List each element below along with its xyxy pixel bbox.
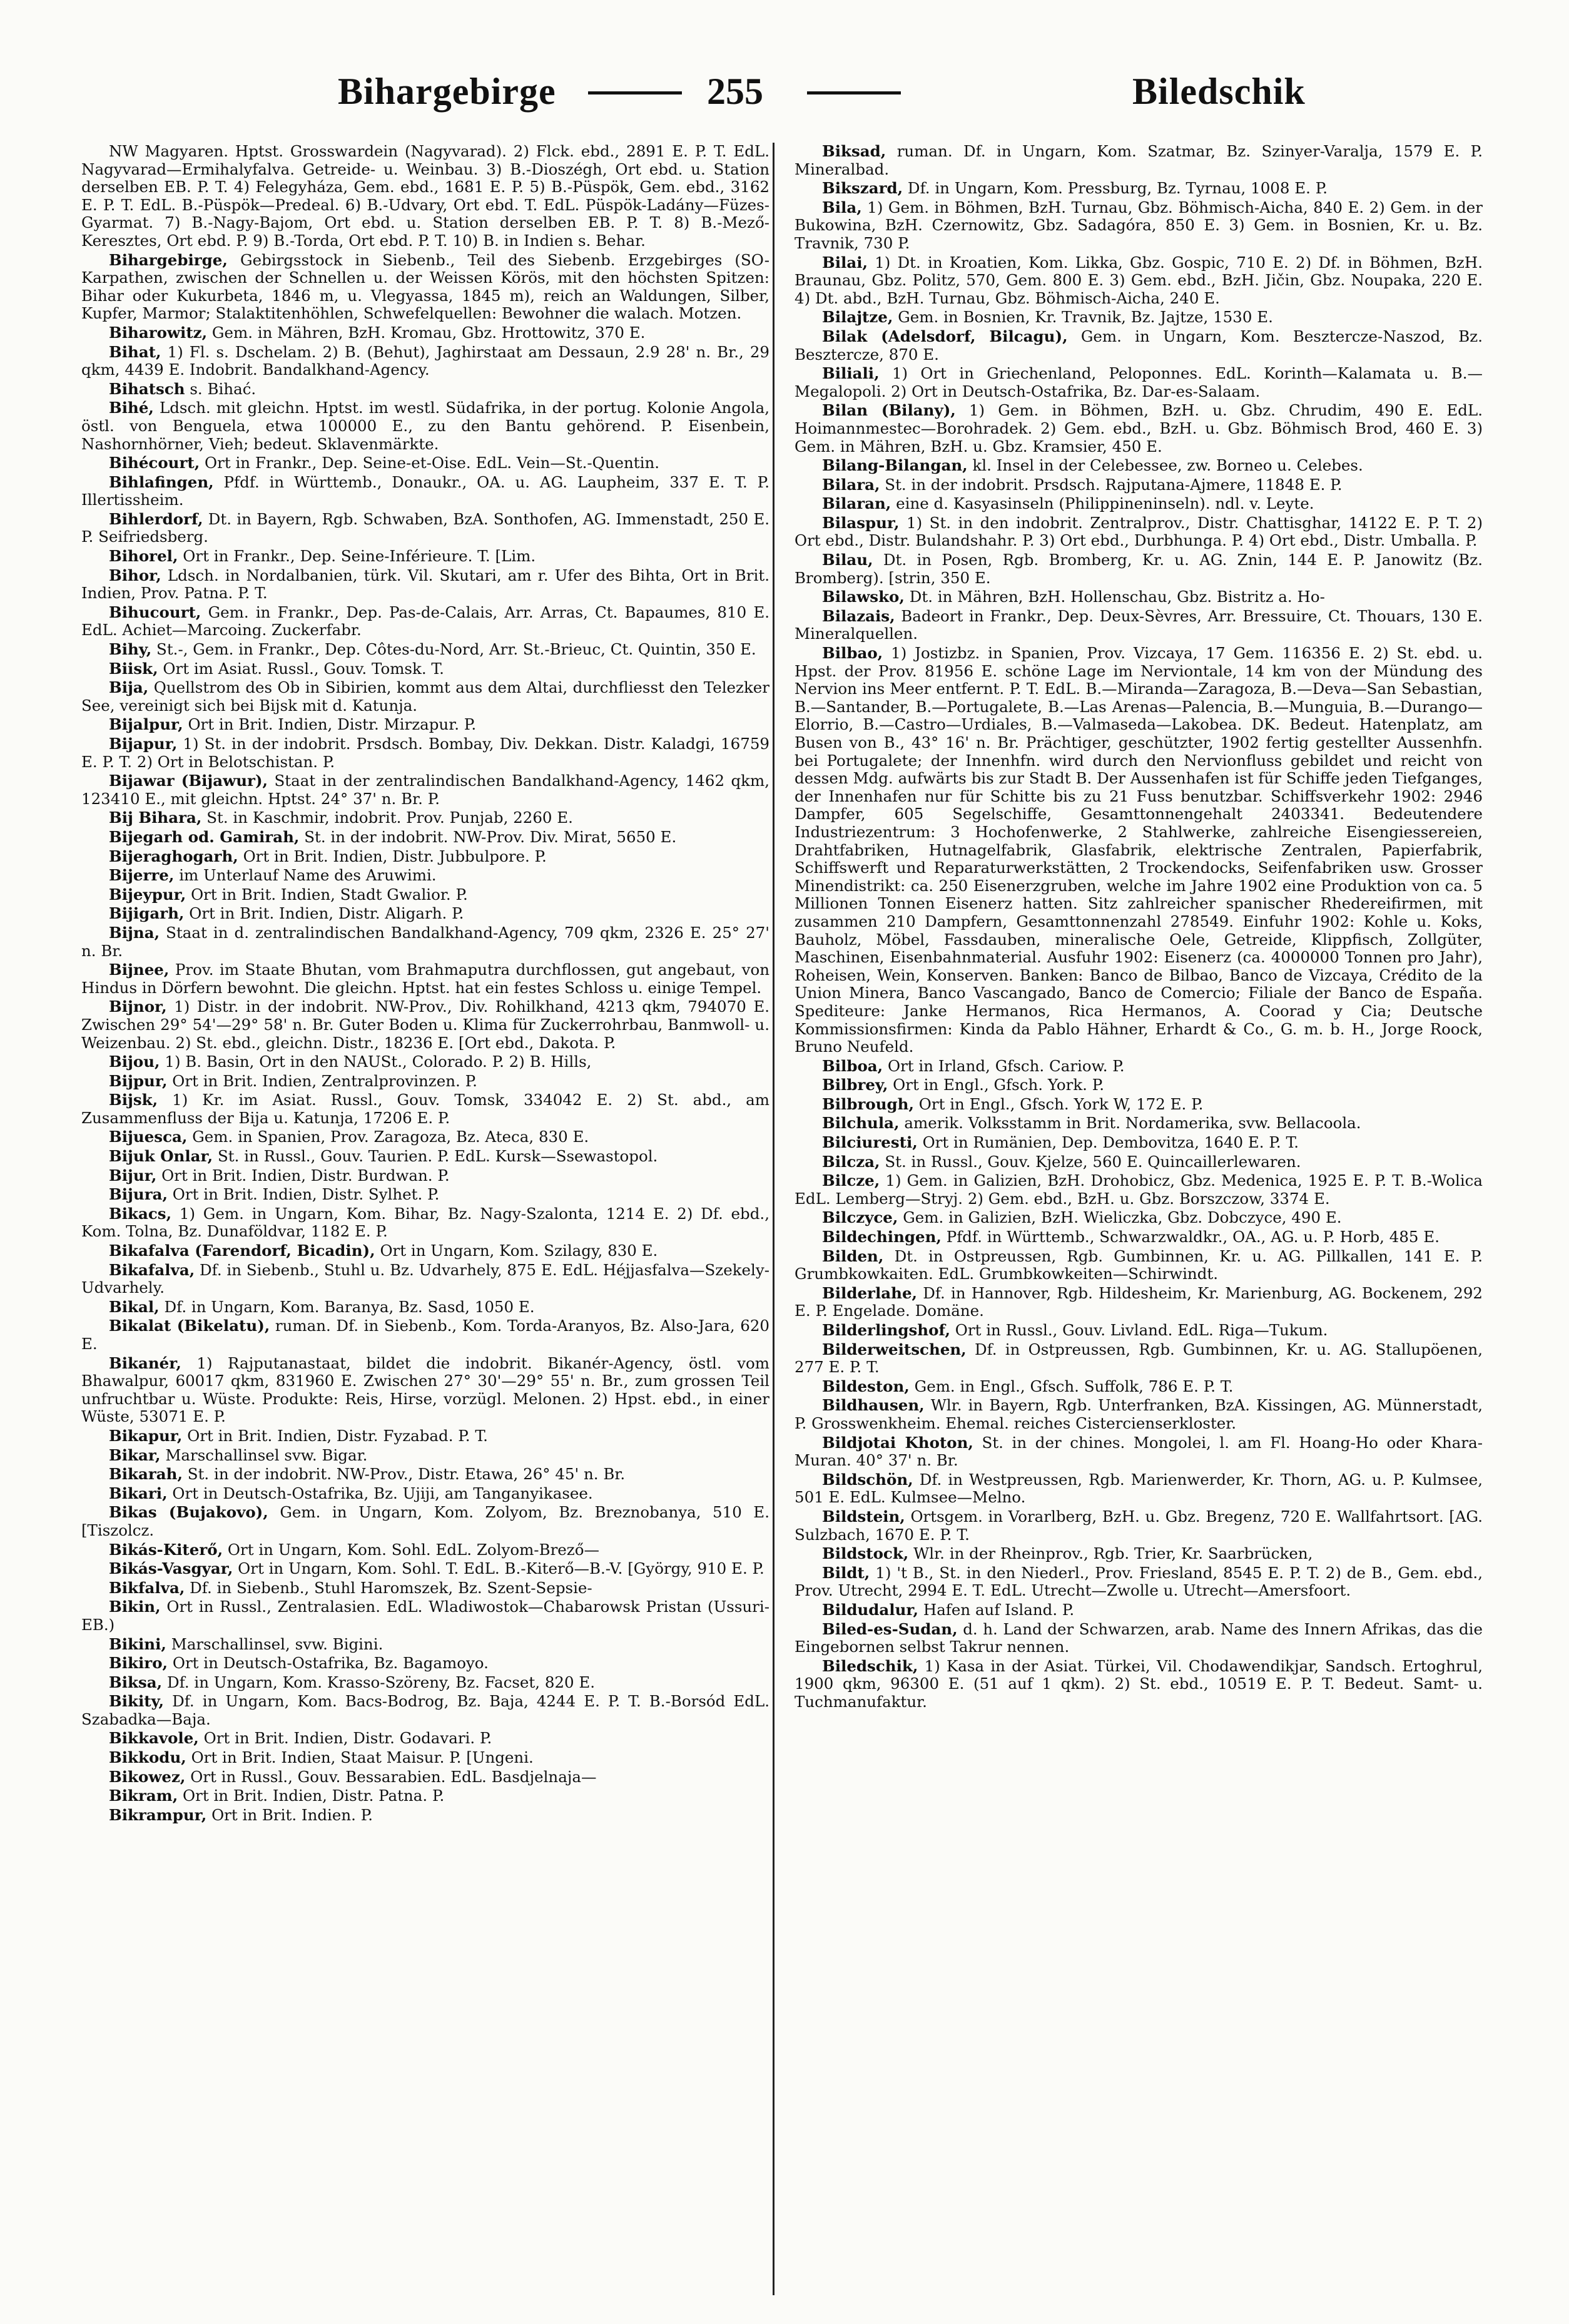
entry-definition: Ldsch. mit gleichn. Hptst. im westl. Südafrika, in der portug. Kolonie Angola, östl. von Benguela, etwa 100000 E., zu den Bantu gehörend. P. Eisenbein, Nashornhörner, Vieh; bedeut. Sklavenmärkte.: [81, 399, 769, 453]
entry-definition: Ort in Brit. Indien, Stadt Gwalior. P.: [186, 885, 468, 904]
entry-headword: Bikacs,: [109, 1204, 172, 1223]
entry-definition: Df. in Hannover, Rgb. Hildesheim, Kr. Marienburg, AG. Bockenem, 292 E. P. Engelade. Domäne.: [795, 1283, 1483, 1320]
entry-headword: Bikalat (Bikelatu),: [109, 1317, 270, 1335]
entry-headword: Bikram,: [109, 1786, 178, 1805]
dictionary-entry: [81, 1167, 769, 1185]
entry-headword: Bijou,: [109, 1052, 160, 1071]
dictionary-entry: [795, 588, 1483, 606]
entry-definition: Badeort in Frankr., Dep. Deux-Sèvres, Arr. Bressuire, Ct. Thouars, 130 E. Mineralquellen.: [795, 606, 1483, 643]
dictionary-entry: [795, 645, 1483, 1056]
entry-headword: Bijerre,: [109, 866, 175, 885]
entry-headword: Bijapur,: [109, 735, 178, 753]
entry-headword: Bikowez,: [109, 1767, 186, 1786]
entry-headword: Bilderlingshof,: [822, 1321, 950, 1339]
entry-headword: Bilaran,: [822, 494, 891, 513]
entry-definition: Gem. in Ungarn, Kom. Besztercze-Naszod, Bz. Besztercze, 870 E.: [795, 327, 1483, 364]
dictionary-entry: [81, 867, 769, 885]
entry-definition: 1) St. in der indobrit. Prsdsch. Bombay, Div. Dekkan. Distr. Kaladgi, 16759 E. P. T. 2) Ort in Belotschistan. P.: [81, 735, 769, 771]
entry-headword: Bihécourt,: [109, 454, 200, 472]
entry-definition: 1) Gem. in Ungarn, Kom. Bihar, Bz. Nagy-Szalonta, 1214 E. 2) Df. ebd., Kom. Tolna, Bz. Dunaföldvar, 1182 E. P.: [81, 1204, 769, 1241]
entry-headword: Bilaspur,: [822, 513, 900, 532]
entry-definition: eine d. Kasyasinseln (Philippineninseln). ndl. v. Leyte.: [891, 494, 1314, 513]
entry-headword: Bijna,: [109, 923, 160, 942]
entry-headword: Bila,: [822, 198, 862, 217]
dictionary-entry: [81, 1298, 769, 1317]
dictionary-entry: [81, 679, 769, 715]
dictionary-entry: [81, 1427, 769, 1445]
entry-definition: Ortsgem. in Vorarlberg, BzH. u. Gbz. Bregenz, 720 E. Wallfahrtsort. [AG. Sulzbach, 1670 E. P. T.: [795, 1507, 1483, 1544]
entry-definition: Staat in der zentralindischen Bandalkhand-Agency, 1462 qkm, 123410 E., mit gleichn. Hptst. 24° 37' n. Br. P.: [81, 772, 769, 808]
entry-definition: Gem. in Galizien, BzH. Wieliczka, Gbz. Dobczyce, 490 E.: [898, 1208, 1342, 1227]
entry-definition: Ort in Russl., Gouv. Bessarabien. EdL. Basdjelnaja—: [185, 1767, 597, 1786]
entry-headword: Bikkodu,: [109, 1748, 186, 1767]
entry-definition: amerik. Volksstamm in Brit. Nordamerika, svw. Bellacoola.: [899, 1114, 1361, 1133]
entry-headword: Bilcze,: [822, 1171, 880, 1190]
entry-definition: St. in der indobrit. Prsdsch. Rajputana-Ajmere, 11848 E. P.: [880, 475, 1343, 494]
dictionary-entry: [81, 1636, 769, 1654]
entry-definition: NW Magyaren. Hptst. Grosswardein (Nagyvarad). 2) Flck. ebd., 2891 E. P. T. EdL. Nagyvarad—Ermihalyfalva. Getreide- u. Weinbau. 3) B.-Dioszégh, Ort ebd. u. Station derselben EB. P. T. 4) Felegyháza, Gem. ebd., 1681 E. P. 5) B.-Püspök, Gem. ebd., 3162 E. P. T. EdL. B.-Püspök—Predeal. 6) B.-Udvary, Ort ebd. T. EdL. Püspök-Ladány—Füzes-Gyarmat. 7) B.-Nagy-Bajom, Ort ebd. u. Station derselben EB. P. T. 8) B.-Mező-Keresztes, Ort ebd. P. 9) B.-Torda, Ort ebd. P. T. 10) B. in Indien s. Behar.: [81, 143, 769, 250]
entry-definition: Df. in Siebenb., Stuhl Haromszek, Bz. Szent-Sepsie-: [185, 1578, 592, 1597]
dictionary-entry: [81, 828, 769, 847]
entry-headword: Bildechingen,: [822, 1228, 942, 1246]
dictionary-entry: [81, 1073, 769, 1091]
entry-definition: Df. in Siebenb., Stuhl u. Bz. Udvarhely, 875 E. EdL. Héjjasfalva—Szekely-Udvarhely.: [81, 1260, 769, 1297]
dictionary-entry: [81, 1598, 769, 1634]
dictionary-entry: [81, 1261, 769, 1297]
entry-headword: Bikafalva (Farendorf, Bicadin),: [109, 1241, 375, 1260]
dictionary-entry: [795, 1248, 1483, 1283]
dictionary-entry: [81, 454, 769, 472]
dictionary-entry: [81, 399, 769, 453]
entry-headword: Bijura,: [109, 1185, 168, 1204]
entry-headword: Bikin,: [109, 1598, 161, 1616]
entry-headword: Bijuesca,: [109, 1128, 188, 1146]
dictionary-entry: [81, 252, 769, 323]
dictionary-entry: [81, 1787, 769, 1805]
entry-headword: Bilau,: [822, 551, 873, 569]
entry-definition: Df. in Ungarn, Kom. Bacs-Bodrog, Bz. Baja, 4244 E. P. T. B.-Borsód EdL. Szabadka—Baja.: [81, 1692, 769, 1728]
entry-definition: kl. Insel in der Celebessee, zw. Borneo u. Celebes.: [967, 456, 1363, 475]
entry-headword: Bildt,: [822, 1563, 870, 1582]
entry-headword: Biisk,: [109, 659, 158, 678]
entry-definition: Staat in d. zentralindischen Bandalkhand-Agency, 709 qkm, 2326 E. 25° 27' n. Br.: [81, 923, 769, 960]
entry-headword: Bijnor,: [109, 997, 167, 1016]
dictionary-entry: [795, 1378, 1483, 1396]
entry-definition: St. in der chines. Mongolei, l. am Fl. Hoang-Ho oder Khara-Muran. 40° 37' n. Br.: [795, 1433, 1483, 1470]
dictionary-entry: [795, 1471, 1483, 1507]
dictionary-entry: [81, 511, 769, 546]
entry-headword: Bijeraghogarh,: [109, 847, 238, 865]
entry-headword: Bij Bihara,: [109, 808, 202, 827]
dictionary-entry: [81, 905, 769, 923]
dictionary-entry: [81, 1447, 769, 1465]
entry-headword: Bihorel,: [109, 547, 178, 566]
entry-definition: St. in Russl., Gouv. Taurien. P. EdL. Kursk—Ssewastopol.: [213, 1147, 658, 1166]
dictionary-entry: [81, 1091, 769, 1127]
dictionary-entry: [795, 1658, 1483, 1711]
header-first-keyword: Bihargebirge: [338, 71, 556, 112]
dictionary-entry: [81, 548, 769, 566]
entry-headword: Bikity,: [109, 1692, 165, 1711]
entry-definition: 1) St. in den indobrit. Zentralprov., Distr. Chattisghar, 14122 E. P. T. 2) Ort ebd., Distr. Bulandshahr. P. 3) Ort ebd., Durbhunga. P. 4) Ort ebd., Distr. Umballa. P.: [795, 513, 1483, 550]
entry-headword: Bikás-Kiterő,: [109, 1540, 223, 1559]
entry-headword: Bikanér,: [109, 1353, 181, 1372]
dictionary-entry: [81, 1768, 769, 1786]
entry-headword: Bikfalva,: [109, 1578, 185, 1597]
entry-definition: Ort in Brit. Indien, Distr. Burdwan. P.: [156, 1166, 450, 1185]
entry-definition: St. in der indobrit. NW-Prov. Div. Mirat, 5650 E.: [299, 827, 677, 846]
entry-definition: Ort in Deutsch-Ostafrika, Bz. Bagamoyo.: [168, 1654, 489, 1673]
entry-definition: 1) Distr. in der indobrit. NW-Prov., Div. Rohilkhand, 4213 qkm, 794070 E. Zwischen 29° 54'—29° 58' n. Br. Guter Boden u. Klima für Zuckerrohrbau, Banmwoll- u. Weizenbau. 2) St. ebd., gleichn. Distr., 18236 E. [Ort ebd., Dakota. P.: [81, 997, 769, 1052]
entry-headword: Bilderlahe,: [822, 1283, 918, 1302]
entry-headword: Bijur,: [109, 1166, 157, 1185]
entry-definition: Marschallinsel, svw. Bigini.: [166, 1634, 383, 1653]
entry-headword: Bilczyce,: [822, 1208, 898, 1227]
entry-definition: Df. in Westpreussen, Rgb. Marienwerder, Kr. Thorn, AG. u. P. Kulmsee, 501 E. EdL. Kulmsee—Melno.: [795, 1470, 1483, 1507]
dictionary-entry: [81, 1674, 769, 1692]
dictionary-entry: [81, 1560, 769, 1578]
dictionary-entry: [795, 1114, 1483, 1133]
page-header: [81, 70, 1489, 120]
entry-definition: Ort in Frankr., Dep. Seine-Inférieure. T. [Lim.: [178, 547, 536, 566]
entry-definition: Ort in Brit. Indien, Distr. Fyzabad. P. T.: [182, 1426, 488, 1445]
entry-headword: Biled-es-Sudan,: [822, 1619, 958, 1638]
dictionary-entry: [795, 514, 1483, 550]
entry-definition: Ort in Deutsch-Ostafrika, Bz. Ujiji, am Tanganyikasee.: [167, 1484, 593, 1502]
entry-definition: Ort in Rumänien, Dep. Dembovitza, 1640 E. P. T.: [917, 1133, 1299, 1152]
entry-definition: Ort in Brit. Indien, Zentralprovinzen. P.: [167, 1071, 477, 1090]
dictionary-entry: [81, 641, 769, 659]
dictionary-entry: [81, 143, 769, 250]
dictionary-entry: [81, 809, 769, 827]
entry-definition: Ort in Russl., Gouv. Livland. EdL. Riga—Tukum.: [950, 1321, 1328, 1339]
dictionary-entry: [81, 998, 769, 1052]
entry-definition: Ort in Frankr., Dep. Seine-et-Oise. EdL. Vein—St.-Quentin.: [200, 454, 660, 472]
dictionary-entry: [81, 1654, 769, 1673]
entry-definition: 1) Rajputanastaat, bildet die indobrit. Bikanér-Agency, östl. vom Bhawalpur, 60017 qkm, 831960 E. Zwischen 27° 30'—29° 55' n. Br., zum grossen Teil unfruchtbar u. Wüste. Produkte: Reis, Hirse, vorzügl. Melonen. 2) Hpst. ebd., in einer Wüste, 53071 E. P.: [81, 1353, 769, 1426]
entry-definition: St. in Kaschmir, indobrit. Prov. Punjab, 2260 E.: [201, 808, 573, 827]
entry-headword: Bilbrey,: [822, 1076, 888, 1094]
entry-definition: Gem. in Spanien, Prov. Zaragoza, Bz. Ateca, 830 E.: [187, 1128, 589, 1146]
entry-definition: Ort in Brit. Indien, Distr. Patna. P.: [178, 1786, 445, 1805]
entry-definition: Dt. in Bayern, Rgb. Schwaben, BzA. Sonthofen, AG. Immenstadt, 250 E. P. Seifriedsberg.: [81, 509, 769, 546]
dictionary-entry: [81, 567, 769, 603]
entry-definition: Ort in Brit. Indien, Distr. Sylhet. P.: [168, 1185, 440, 1204]
dictionary-entry: [795, 1601, 1483, 1619]
entry-headword: Bilcza,: [822, 1152, 880, 1171]
entry-headword: Bilboa,: [822, 1056, 883, 1075]
entry-headword: Bikrampur,: [109, 1805, 207, 1824]
dictionary-entry: [81, 1242, 769, 1260]
entry-definition: Ort in Brit. Indien, Distr. Aligarh. P.: [184, 904, 464, 923]
entry-definition: Gebirgsstock in Siebenb., Teil des Siebenb. Erzgebirges (SO-Karpathen, zwischen der Schnellen u. der Weissen Körös, mit den höchsten Spitzen: Bihar oder Kukurbeta, 1846 m, u. Vlegyassa, 1845 m), reich an Waldungen, Silber, Kupfer, Marmor; Stalaktitenhöhlen, Schwefelquellen: Bewohner die walach. Motzen.: [81, 250, 769, 323]
entry-definition: Gem. in Engl., Gfsch. Suffolk, 786 E. P. T.: [909, 1377, 1234, 1395]
entry-definition: ruman. Df. in Ungarn, Kom. Szatmar, Bz. Szinyer-Varalja, 1579 E. P. Mineralbad.: [795, 143, 1483, 178]
dictionary-entry: [81, 1579, 769, 1598]
entry-definition: Ort in Irland, Gfsch. Cariow. P.: [883, 1056, 1125, 1075]
entry-headword: Bilbao,: [822, 644, 883, 663]
entry-definition: Wlr. in Bayern, Rgb. Unterfranken, BzA. Kissingen, AG. Münnerstadt, P. Grosswenkheim. Ehemal. reiches Cistercienserkloster.: [795, 1396, 1483, 1432]
page-number: 255: [707, 71, 763, 112]
entry-headword: Bildschön,: [822, 1470, 913, 1489]
right-column: [795, 143, 1483, 2295]
dictionary-entry: [795, 1545, 1483, 1563]
dictionary-entry: [81, 848, 769, 866]
dictionary-entry: [795, 365, 1483, 400]
entry-headword: Bilang-Bilangan,: [822, 456, 968, 475]
entry-definition: Ort in Russl., Zentralasien. EdL. Wladiwostok—Chabarowsk Pristan (Ussuri-EB.): [81, 1598, 769, 1634]
entry-definition: Ort im Asiat. Russl., Gouv. Tomsk. T.: [158, 659, 444, 678]
dictionary-entry: [795, 1172, 1483, 1208]
dictionary-entry: [795, 1134, 1483, 1152]
entry-definition: St. in Russl., Gouv. Kjelze, 560 E. Quincaillerlewaren.: [880, 1152, 1301, 1171]
entry-definition: Ldsch. in Nordalbanien, türk. Vil. Skutari, am r. Ufer des Bihta, Ort in Brit. Indien, Prov. Patna. P. T.: [81, 566, 769, 603]
entry-definition: Ort in Ungarn, Kom. Sohl. T. EdL. B.-Kiterő—B.-V. [György, 910 E. P.: [233, 1559, 764, 1578]
entry-headword: Bilak (Adelsdorf, Bilcagu),: [822, 327, 1068, 345]
entry-headword: Bihy,: [109, 640, 152, 659]
entry-definition: Quellstrom des Ob in Sibirien, kommt aus dem Altai, durchfliesst den Telezker See, vereinigt sich bei Bijsk mit d. Katunja.: [81, 678, 769, 715]
entry-headword: Biksa,: [109, 1673, 163, 1691]
entry-definition: 1) Dt. in Kroatien, Kom. Likka, Gbz. Gospic, 710 E. 2) Df. in Böhmen, BzH. Braunau, Gbz. Politz, 570, Gem. 800 E. 3) Gem. ebd., BzH. Jičin, Gbz. Noupaka, 220 E. 4) Dt. abd., BzH. Turnau, Gbz. Böhmisch-Aicha, 240 E.: [795, 253, 1483, 307]
dictionary-entry: [795, 1285, 1483, 1320]
dictionary-entry: [81, 1465, 769, 1484]
entry-definition: im Unterlauf Name des Aruwimi.: [174, 866, 437, 885]
entry-definition: Ort in Engl., Gfsch. York. P.: [888, 1076, 1105, 1094]
entry-definition: Ort in Brit. Indien, Distr. Mirzapur. P.: [183, 715, 477, 734]
dictionary-entry: [81, 1148, 769, 1166]
dictionary-entry: [795, 1096, 1483, 1114]
dictionary-entry: [81, 604, 769, 640]
entry-definition: Ort in Brit. Indien, Staat Maisur. P. [Ungeni.: [186, 1748, 534, 1767]
dictionary-entry: [81, 924, 769, 960]
entry-headword: Bilai,: [822, 253, 868, 272]
entry-headword: Biledschik,: [822, 1656, 918, 1675]
entry-headword: Bijeypur,: [109, 885, 186, 904]
entry-definition: d. h. Land der Schwarzen, arab. Name des Innern Afrikas, das die Eingebornen selbst Takrur nennen.: [795, 1619, 1483, 1656]
entry-headword: Bilajtze,: [822, 308, 893, 327]
dictionary-entry: [81, 1186, 769, 1204]
entry-headword: Bikás-Vasgyar,: [109, 1559, 233, 1578]
dictionary-entry: [795, 551, 1483, 587]
entry-headword: Bikas (Bujakovo),: [109, 1503, 268, 1522]
entry-definition: 1) Gem. in Böhmen, BzH. Turnau, Gbz. Böhmisch-Aicha, 840 E. 2) Gem. in der Bukowina, BzH. Czernowitz, Gbz. Sadagóra, 850 E. 3) Gem. in Bosnien, Kr. u. Bz. Travnik, 730 P.: [795, 198, 1483, 252]
entry-headword: Bildstock,: [822, 1544, 909, 1563]
entry-headword: Bijpur,: [109, 1071, 168, 1090]
entry-headword: Bijuk Onlar,: [109, 1147, 213, 1166]
column-divider: [773, 143, 774, 2295]
entry-headword: Bikar,: [109, 1445, 161, 1464]
entry-definition: Marschallinsel svw. Bigar.: [160, 1445, 368, 1464]
dictionary-entry: [81, 1355, 769, 1426]
entry-definition: Ort in Engl., Gfsch. York W, 172 E. P.: [914, 1094, 1204, 1113]
entry-definition: Df. in Ungarn, Kom. Krasso-Szöreny, Bz. Facset, 820 E.: [162, 1673, 596, 1691]
entry-headword: Bikapur,: [109, 1426, 183, 1445]
dictionary-entry: [795, 199, 1483, 253]
dictionary-entry: [795, 308, 1483, 327]
entry-definition: Df. in Ungarn, Kom. Pressburg, Bz. Tyrnau, 1008 E. P.: [903, 179, 1328, 198]
entry-headword: Bildstein,: [822, 1507, 905, 1526]
entry-definition: Gem. in Bosnien, Kr. Travnik, Bz. Jajtze, 1530 E.: [893, 308, 1273, 327]
entry-definition: St.-, Gem. in Frankr., Dep. Côtes-du-Nord, Arr. St.-Brieuc, Ct. Quintin, 350 E.: [151, 640, 756, 659]
entry-headword: Bihé,: [109, 399, 154, 417]
entry-headword: Bildjotai Khoton,: [822, 1433, 973, 1452]
entry-headword: Bikkavole,: [109, 1729, 199, 1748]
entry-headword: Bikszard,: [822, 179, 903, 198]
entry-headword: Bilazais,: [822, 606, 895, 625]
entry-definition: Hafen auf Island. P.: [918, 1600, 1075, 1619]
dictionary-entry: [81, 735, 769, 771]
dictionary-entry: [795, 180, 1483, 198]
dictionary-entry: [81, 344, 769, 379]
entry-headword: Bilciuresti,: [822, 1133, 918, 1152]
entry-headword: Biharowitz,: [109, 323, 208, 342]
dictionary-entry: [795, 1564, 1483, 1600]
dictionary-entry: [81, 1807, 769, 1825]
entry-headword: Bijawar (Bijawur),: [109, 772, 268, 790]
entry-headword: Biksad,: [822, 143, 886, 160]
entry-headword: Biliali,: [822, 364, 880, 383]
entry-definition: Dt. in Ostpreussen, Rgb. Gumbinnen, Kr. u. AG. Pillkallen, 141 E. P. Grumbkowkaiten. EdL. Grumbkowkeiten—Schirwindt.: [795, 1246, 1483, 1283]
header-last-keyword: Biledschik: [1132, 71, 1306, 112]
entry-headword: Bikini,: [109, 1634, 166, 1653]
dictionary-entry: [81, 772, 769, 808]
dictionary-entry: [795, 1621, 1483, 1656]
dictionary-entry: [795, 254, 1483, 308]
dictionary-entry: [795, 1322, 1483, 1340]
entry-headword: Bilderweitschen,: [822, 1340, 967, 1358]
entry-headword: Bija,: [109, 678, 149, 697]
entry-definition: 1) Gem. in Böhmen, BzH. u. Gbz. Chrudim, 490 E. EdL. Hoimannmestec—Borohradek. 2) Gem. ebd., BzH. u. Gbz. Böhmisch Brod, 460 E. 3) Gem. in Mähren, BzH. u. Gbz. Kramsier, 450 E.: [795, 401, 1483, 456]
entry-headword: Bildudalur,: [822, 1600, 919, 1619]
dictionary-entry: [81, 886, 769, 904]
entry-headword: Bikafalva,: [109, 1260, 195, 1279]
entry-headword: Bijalpur,: [109, 715, 183, 734]
dictionary-entry: [795, 495, 1483, 513]
dictionary-entry: [81, 1053, 769, 1071]
dictionary-entry: [795, 1228, 1483, 1246]
entry-definition: Gem. in Ungarn, Kom. Zolyom, Bz. Breznobanya, 510 E. [Tiszolcz.: [81, 1503, 769, 1539]
entry-definition: Ort in Ungarn, Kom. Szilagy, 830 E.: [375, 1241, 658, 1260]
entry-definition: Pfdf. in Württemb., Schwarzwaldkr., OA., AG. u. P. Horb, 485 E.: [941, 1228, 1440, 1246]
entry-headword: Bikari,: [109, 1484, 168, 1502]
dictionary-entry: [81, 1693, 769, 1728]
entry-definition: Dt. in Mähren, BzH. Hollenschau, Gbz. Bistritz a. Ho-: [904, 588, 1325, 606]
entry-definition: 1) Jostizbz. in Spanien, Prov. Vizcaya, 17 Gem. 116356 E. 2) St. ebd. u. Hpst. der Prov. 81956 E. schöne Lage im Nerviontale, 14 km von der Mündung des Nervion ins Meer entfernt. P. T. EdL. B.—Miranda—Zaragoza, B.—Deva—San Sebastian, B.—Santander, B.—Portugalete, B.—Las Arenas—Palencia, B.—Munguia, B.—Durango—Elorrio, B.—Castro—Urdiales, B.—Valmaseda—Lakobea. DK. Bedeut. Hatenplatz, am Busen von B., 43° 16' n. Br. Prächtiger, geschützter, 1902 fertig gestellter Aussenhfn. bei Portugalete; der Innenhfn. wird durch den Nervionfluss gebildet und reicht von dessen Mdg. aufwärts bis zur Stadt B. Der Aussenhafen ist für Schiffe jeden Tiefganges, der Innenhafen nur für Schitte bis zu 21 Fuss benutzbar. Schiffsverkehr 1902: 2946 Dampfer, 605 Segelschiffe, Gesamttonnengehalt 2403341. Bedeutendere Industriezentrum: 3 Hochofenwerke, 2 Stahlwerke, zahlreiche Eisengiessereien, Drahtfabriken, Hutnagelfabrik, Glasfabrik, elektrische Zentralen, Papierfabrik, Schiffswerft und Reparaturwerkstätten, 2 Trockendocks, Seifenfabriken usw. Grosser Minendistrikt: ca. 250 Eisenerzgruben, welche im Jahre 1902 eine Produktion von ca. 5 Millionen Tonnen Eisenerz hatten. Sitz zahlreicher spanischer Rhedereifirmen, mit zusammen 210 Dampfern, Gesamttonnenzahl 278549. Einfuhr 1902: Kohle u. Koks, Bauholz, Möbel, Fassdauben, mineralische Oele, Getreide, Klippfisch, Zollgüter, Maschinen, Eisenbahnmaterial. Ausfuhr 1902: Eisenerz (ca. 4000000 Tonnen pro Jahr), Roheisen, Wein, Konserven. Banken: Banco de Bilbao, Banco de Vizcaya, Crédito de la Union Minera, Banco Vascangado, Banco de Comercio; Filiale der Banco de España. Spediteure: Janke Hermanos, Rica Hermanos, A. Coorad y Cia; Deutsche Kommissionsfirmen: Kinda da Pablo Hähner, Erhardt & Co., G. m. b. H., Jorge Roock, Bruno Neufeld.: [795, 644, 1483, 1056]
left-column: [81, 143, 769, 2295]
entry-definition: s. Bihać.: [185, 379, 256, 398]
dictionary-entry: [795, 328, 1483, 364]
dictionary-entry: [795, 143, 1483, 178]
dictionary-entry: [81, 716, 769, 734]
entry-definition: 1) 't B., St. in den Niederl., Prov. Friesland, 8545 E. P. T. 2) de B., Gem. ebd., Prov. Utrecht, 2994 E. T. EdL. Utrecht—Zwolle u. Utrecht—Amersfoort.: [795, 1563, 1483, 1600]
entry-headword: Bildeston,: [822, 1377, 910, 1395]
entry-headword: Bilawsko,: [822, 588, 905, 606]
dictionary-entry: [81, 1485, 769, 1503]
entry-headword: Bihatsch: [109, 379, 185, 398]
entry-headword: Bilden,: [822, 1246, 884, 1265]
dictionary-entry: [795, 1153, 1483, 1171]
entry-headword: Bijigarh,: [109, 904, 185, 923]
entry-headword: Bilchula,: [822, 1114, 900, 1133]
dictionary-entry: [795, 402, 1483, 456]
entry-headword: Bihat,: [109, 342, 161, 361]
dictionary-entry: [795, 1397, 1483, 1432]
entry-headword: Bikal,: [109, 1297, 160, 1316]
entry-definition: St. in der indobrit. NW-Prov., Distr. Etawa, 26° 45' n. Br.: [183, 1465, 626, 1484]
header-dash-right: [807, 91, 901, 94]
entry-definition: Df. in Ostpreussen, Rgb. Gumbinnen, Kr. u. AG. Stallupöenen, 277 E. P. T.: [795, 1340, 1483, 1377]
dictionary-entry: [795, 1341, 1483, 1377]
entry-headword: Bihlafingen,: [109, 472, 214, 491]
entry-definition: 1) Ort in Griechenland, Peloponnes. EdL. Korinth—Kalamata u. B.—Megalopoli. 2) Ort in Deutsch-Ostafrika, Bz. Dar-es-Salaam.: [795, 364, 1483, 400]
dictionary-entry: [795, 1434, 1483, 1470]
entry-definition: Prov. im Staate Bhutan, vom Brahmaputra durchflossen, gut angebaut, von Hindus in Dörfern bewohnt. Die gleichn. Hptst. hat ein festes Schloss u. einige Tempel.: [81, 961, 769, 997]
entry-headword: Bikiro,: [109, 1654, 168, 1673]
entry-headword: Bijegarh od. Gamirah,: [109, 827, 300, 846]
entry-definition: Df. in Ungarn, Kom. Baranya, Bz. Sasd, 1050 E.: [159, 1297, 535, 1316]
dictionary-entry: [81, 1205, 769, 1241]
dictionary-entry: [81, 474, 769, 509]
entry-definition: Gem. in Mähren, BzH. Kromau, Gbz. Hrottowitz, 370 E.: [207, 323, 646, 342]
entry-definition: Ort in Brit. Indien, Distr. Godavari. P.: [198, 1729, 492, 1748]
header-dash-left: [588, 91, 682, 94]
entry-definition: 1) Gem. in Galizien, BzH. Drohobicz, Gbz. Medenica, 1925 E. P. T. B.-Wolica EdL. Lemberg—Stryj. 2) Gem. ebd., BzH. u. Gbz. Borszczow, 3374 E.: [795, 1171, 1483, 1208]
entry-headword: Bihlerdorf,: [109, 509, 203, 528]
entry-definition: 1) Fl. s. Dschelam. 2) B. (Behut), Jaghirstaat am Dessaun, 2.9 28' n. Br., 29 qkm, 4439 E. Indobrit. Bandalkhand-Agency.: [81, 342, 769, 379]
entry-definition: Ort in Brit. Indien, Distr. Jubbulpore. P.: [238, 847, 547, 865]
dictionary-entry: [795, 476, 1483, 494]
dictionary-entry: [795, 1076, 1483, 1094]
dictionary-entry: [795, 1209, 1483, 1227]
entry-definition: Pfdf. in Württemb., Donaukr., OA. u. AG. Laupheim, 337 E. T. P. Illertissheim.: [81, 472, 769, 509]
dictionary-entry: [81, 324, 769, 342]
entry-headword: Bihucourt,: [109, 603, 201, 621]
dictionary-entry: [81, 1128, 769, 1146]
dictionary-entry: [81, 1504, 769, 1539]
dictionary-entry: [795, 457, 1483, 475]
entry-headword: Bilara,: [822, 475, 880, 494]
entry-definition: ruman. Df. in Siebenb., Kom. Torda-Aranyos, Bz. Also-Jara, 620 E.: [81, 1317, 769, 1353]
dictionary-entry: [795, 608, 1483, 643]
entry-definition: 1) Kr. im Asiat. Russl., Gouv. Tomsk, 334042 E. 2) St. abd., am Zusammenfluss der Bija u. Katunja, 17206 E. P.: [81, 1091, 769, 1127]
entry-definition: Ort in Ungarn, Kom. Sohl. EdL. Zolyom-Brező—: [223, 1540, 599, 1559]
dictionary-entry: [81, 1730, 769, 1748]
entry-definition: 1) B. Basin, Ort in den NAUSt., Colorado. P. 2) B. Hills,: [160, 1052, 592, 1071]
entry-headword: Bijsk,: [109, 1091, 158, 1109]
entry-definition: Gem. in Frankr., Dep. Pas-de-Calais, Arr. Arras, Ct. Bapaumes, 810 E. EdL. Achiet—Marcoing. Zuckerfabr.: [81, 603, 769, 640]
dictionary-entry: [81, 1317, 769, 1353]
entry-definition: Ort in Brit. Indien. P.: [206, 1805, 373, 1824]
dictionary-entry: [795, 1508, 1483, 1544]
entry-headword: Bijnee,: [109, 961, 170, 979]
entry-headword: Bilbrough,: [822, 1094, 914, 1113]
entry-headword: Bikarah,: [109, 1465, 183, 1484]
dictionary-entry: [81, 1749, 769, 1767]
entry-definition: Dt. in Posen, Rgb. Bromberg, Kr. u. AG. Znin, 144 E. P. Janowitz (Bz. Bromberg). [strin, 350 E.: [795, 551, 1483, 587]
entry-headword: Bilan (Bilany),: [822, 401, 956, 420]
entry-headword: Bildhausen,: [822, 1396, 925, 1415]
entry-headword: Bihargebirge,: [109, 250, 228, 269]
entry-definition: 1) Kasa in der Asiat. Türkei, Vil. Chodawendikjar, Sandsch. Ertoghrul, 1900 qkm, 96300 E. (51 auf 1 qkm). 2) St. ebd., 10519 E. P. T. Bedeut. Samt- u. Tuchmanufaktur.: [795, 1656, 1483, 1711]
dictionary-entry: [795, 1058, 1483, 1076]
dictionary-entry: [81, 380, 769, 399]
entry-definition: Wlr. in der Rheinprov., Rgb. Trier, Kr. Saarbrücken,: [908, 1544, 1313, 1563]
dictionary-entry: [81, 961, 769, 997]
dictionary-entry: [81, 660, 769, 678]
dictionary-entry: [81, 1541, 769, 1559]
entry-headword: Bihor,: [109, 566, 161, 584]
